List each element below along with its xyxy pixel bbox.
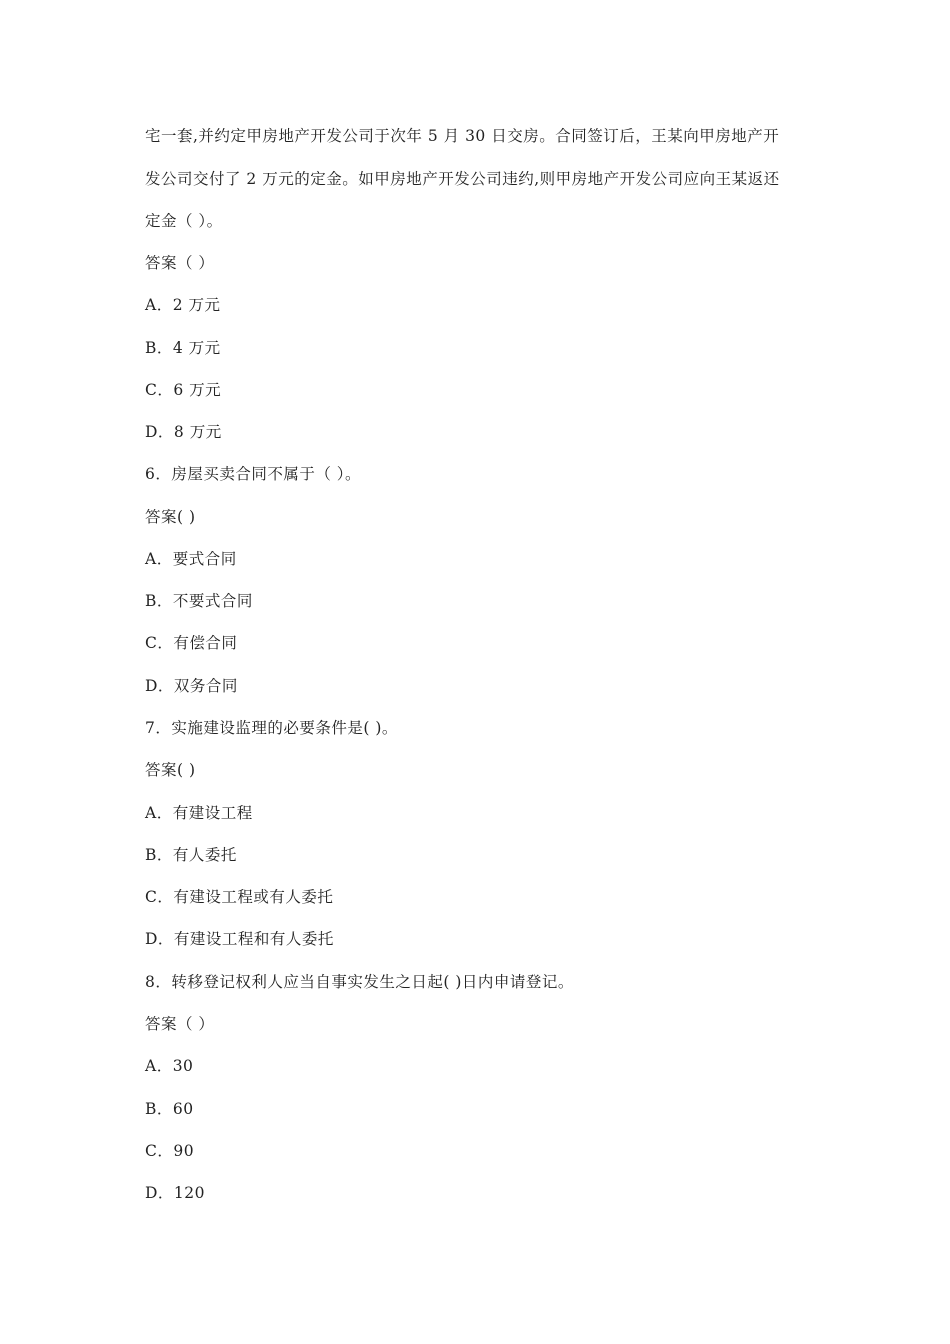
question-8-option-d: D．120	[145, 1184, 206, 1202]
question-7-option-a: A．有建设工程	[145, 804, 253, 822]
question-5-option-d: D．8 万元	[145, 423, 222, 441]
question-7-option-d: D．有建设工程和有人委托	[145, 930, 334, 948]
question-5-stem-line-2: 发公司交付了 2 万元的定金。如甲房地产开发公司违约,则甲房地产开发公司应向王某返还	[145, 170, 780, 188]
question-7-stem: 7．实施建设监理的必要条件是( )。	[145, 719, 398, 737]
question-8-option-b: B．60	[145, 1100, 194, 1118]
question-6-stem: 6．房屋买卖合同不属于（ ）。	[145, 465, 362, 483]
question-5-answer: 答案（ ）	[145, 254, 215, 272]
question-5-stem-line-1: 宅一套,并约定甲房地产开发公司于次年 5 月 30 日交房。合同签订后，王某向甲房地产开	[145, 127, 780, 145]
question-7-answer: 答案( )	[145, 761, 196, 779]
question-8-option-c: C．90	[145, 1142, 195, 1160]
question-5-option-a: A．2 万元	[145, 296, 221, 314]
question-6-option-c: C．有偿合同	[145, 634, 238, 652]
question-7-option-c: C．有建设工程或有人委托	[145, 888, 334, 906]
question-8-option-a: A．30	[145, 1057, 194, 1075]
question-6-option-a: A．要式合同	[145, 550, 237, 568]
question-5-option-b: B．4 万元	[145, 339, 221, 357]
question-8-answer: 答案（ ）	[145, 1015, 215, 1033]
question-6-answer: 答案( )	[145, 508, 196, 526]
question-6-option-d: D．双务合同	[145, 677, 238, 695]
question-7-option-b: B．有人委托	[145, 846, 237, 864]
question-6-option-b: B．不要式合同	[145, 592, 253, 610]
question-8-stem: 8．转移登记权利人应当自事实发生之日起( )日内申请登记。	[145, 973, 574, 991]
question-5-option-c: C．6 万元	[145, 381, 222, 399]
question-5-stem-line-3: 定金（ ）。	[145, 212, 223, 230]
